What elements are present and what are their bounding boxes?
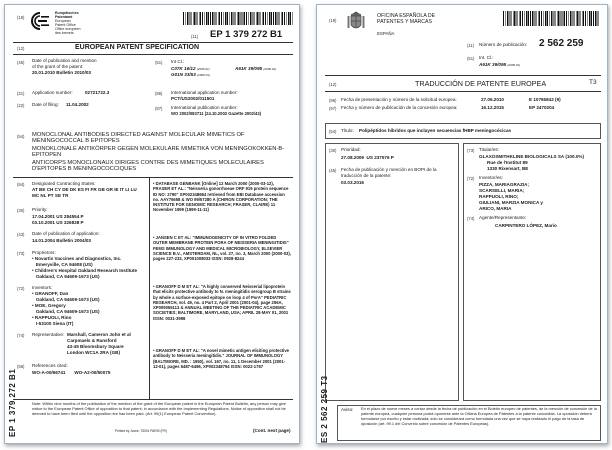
ep-intl-pub-label: International publication number: [171,105,238,110]
es-code-12: (12) [329,82,337,87]
es-document [316,4,608,444]
es-inventor-4: GIULIANI, MARZIA MONICA y [479,200,543,205]
ep-proprietor-1: • Novartis Vaccines and Diagnostics, Inc. [32,256,122,261]
ep-intcl-3: G01N 33/53 (2006.01) [171,72,210,77]
ep-title-en: MONOCLONAL ANTIBODIES DIRECTED AGAINST MOLECULAR MIMETICS OF MENINGOCOCCAL B EPITOPES [32,132,245,145]
es-holders-label: Titular/es: [479,147,499,152]
ep-representative-4: London WC1A 2RA (GB) [67,350,120,355]
ep-application-label: Application number: [32,90,73,95]
es-code-11: (11) [467,43,475,48]
ep-inventor-2-addr: Oakland, CA 94609-1673 (US) [32,309,100,314]
ep-priority-1: 17.04.2001 US 284554 P [32,214,84,219]
es-pub-number: 2 562 259 [539,38,584,49]
es-eu-grant-date: 16.12.2015 [481,105,504,110]
ep-code-51: (51) [155,60,163,65]
es-title-label: Título: [341,128,354,133]
ep-application-number: 02721722.3 [85,90,110,95]
es-eu-grant-number: EP 2470204 [529,105,555,110]
ep-spec-title: EUROPEAN PATENT SPECIFICATION [75,44,200,51]
ep-inventor-3: • RAPPUOLI, Rino [32,315,72,320]
ep-inventor-1-addr: Oakland, CA 94609-1673 (US) [32,297,100,302]
ep-code-45: (45) [17,60,25,65]
ep-code-12: (12) [17,46,25,51]
ep-code-84: (84) [17,182,25,187]
ep-representative-1: Marshall, Cameron John et al [67,332,131,337]
ep-side-number: EP 1 379 272 B1 [8,368,17,437]
es-eu-app-number: E 10765842 (9) [529,97,561,102]
es-inventor-5: ARICO, MARIA [479,206,512,211]
es-inventor-1: PIZZA, MARIAGRAZIA; [479,182,530,187]
ep-ref-2: • JANSEN C ET AL: "IMMUNOGENICITY OF IN VITRO FOLDED OUTER MEMBRANE PROTEIN PORA OF NEISSERIA MENINGITIDIS" FEMS IMMUNOLOGY AND MEDICAL MICROBIOLOGY, ELSEVIER SCIENCE B.V., AMSTERDAM, NL, vol. 27, no. 3, March 2000 (2000-03), pages 227-233, XP001008033 ISSN: 0928-8244 [153,235,291,262]
es-inventor-3: RAPPUOLI, RINO; [479,194,519,199]
ep-grant-date-label: Date of publication and mention of the grant of the patent: [32,58,97,69]
es-holder-1: GLAXOSMITHKLINE BIOLOGICALS SA (100.0%) [479,154,584,159]
ep-refs-patents: WO-A-00/66741 WO-A2-00/50075 [32,370,111,375]
ep-document [4,4,300,444]
es-code-96: (96) [329,98,337,103]
ep-code-87: (87) [155,106,163,111]
es-aviso-label: Aviso: [341,407,354,412]
ep-code-43: (43) [17,232,25,237]
es-office-name: OFICINA ESPAÑOLA DE PATENTES Y MARCAS [377,13,436,25]
ep-title-de: MONOKLONALE ANTIKÖRPER GEGEN MOLEKULARE MIMETIKA VON MENINGOKOKKEN-B-EPITOPEN [32,146,285,159]
es-eu-app-label: Fecha de presentación y número de la solicitud europea: [341,97,457,102]
ep-office-name: Europäisches Patentamt European Patent Office Office européen des brevets [55,11,81,35]
ep-opposition-note: Note: Within nine months of the publication of the mention of the grant of the European patent in the European Patent Bulletin, any person may give notice to the European Patent Office of opposition to that patent, in accordance with the Implementing Regulations. Notice of opposition shall not be deemed to have been filed until the opposition fee has been paid. (Art. 99(1) European Patent Convention). [32,401,286,416]
es-code-45: (45) [329,168,337,173]
es-intcl-value: A61K 39/095 (2006.01) [479,62,521,67]
ep-inventor-3-addr: I-53100 Siena (IT) [32,321,74,326]
ep-inventors-label: Inventors: [32,285,53,290]
es-side-number: ES 2 562 259 T3 [320,375,329,443]
es-barcode [503,11,599,26]
es-bopi-label: Fecha de publicación y mención en BOPI de la traducción de la patente: [341,167,437,178]
ep-app-pub-date: 14.01.2004 Bulletin 2004/03 [32,238,91,243]
ep-code-19: (19) [17,15,25,20]
ep-priority-label: Priority: [32,207,48,212]
es-priority-value: 27.08.2009 US 237576 P [341,155,394,160]
ep-proprietor-1-addr: Emeryville, CA 94608 (US) [32,262,93,267]
ep-continued: (Cont. next page) [253,428,291,433]
ep-grant-date: 20.01.2010 Bulletin 2010/03 [32,70,91,75]
ep-states-label: Designated Contracting States: [32,181,96,186]
epo-logo-icon [29,12,51,30]
es-code-19: (19) [329,18,337,23]
ep-intl-pub-number: WO 2002/083711 (24.10.2002 Gazette 2002/43) [171,111,262,116]
es-pub-number-label: Número de publicación: [479,42,528,47]
ep-app-pub-label: Date of publication of application: [32,231,100,236]
ep-intl-app-label: International application number: [171,90,238,95]
ep-intcl-1: C07K 16/12 (2006.01) [171,66,210,71]
ep-title-fr: ANTICORPS MONOCLONAUX DIRIGES CONTRE DES MIMETIQUES MOLECULAIRES D'EPITOPES B MENINGOCOCCIQUES [32,160,264,173]
ep-code-22: (22) [17,103,25,108]
ep-representative-2: Carpmaels & Ransford [67,338,117,343]
ep-code-11: (11) [191,34,199,39]
es-intcl-label: Int. Cl.: [479,55,494,60]
ep-code-21: (21) [17,91,25,96]
ep-inventor-2: • MOE, Gregory [32,303,66,308]
ep-states: AT BE CH CY DE DK ES FI FR GB GR IE IT LI LU MC NL PT SE TR [32,187,137,198]
ep-proprietor-2-addr: Oakland, CA 94609-1673 (US) [32,274,100,279]
es-code-51: (51) [467,56,475,61]
es-aviso-text: En el plazo de nueve meses a contar desde la fecha de publicación en el Boletín europeo de patentes, de la mención de concesión de la patente europea, cualquier persona podrá oponerse ante la Oficina Europea de Patentes a la patente concedida. La oposición deberá formularse por escrito y estar motivada; sólo se considerará como formulada una vez que se haya realizado el pago de la tasa de oposición (art. 99.1 del Convenio sobre concesión de Patentes Europeas). [361,406,597,426]
ep-code-56: (56) [17,364,25,369]
ep-inventor-1: • GRANOFF, Dan [32,291,69,296]
ep-refs-label: References cited: [32,363,68,368]
ep-intl-app-number: PCT/US2002/011501 [171,96,215,101]
es-code-54: (54) [329,129,337,134]
ep-code-72: (72) [17,286,25,291]
es-title-value: Polipéptidos híbridos que incluyen secuencias fHBP meningocócicas [359,128,512,133]
es-kind-code: T3 [589,79,597,86]
es-bopi-date: 03.03.2016 [341,180,364,185]
ep-intcl-2: A61K 39/095 (2006.01) [235,66,277,71]
spain-coat-of-arms-icon [347,11,365,33]
ep-representative-label: Representative: [32,332,65,337]
es-priority-label: Prioridad: [341,147,361,152]
es-inventor-2: SCARSELLI, MARIA; [479,188,525,193]
es-eu-app-date: 27.06.2010 [481,97,504,102]
es-agent-value: CARPINTERO LÓPEZ, Mario [495,223,557,228]
es-code-30: (30) [329,148,337,153]
es-holder-2: Rue de l'Institut 89 [487,160,528,165]
ep-ref-1: • DATABASE GENBANK [Online] 12 March 2000 (2000-03-12), FRASER ET AL.: "Neisseria gonorrhoeae ORF 919 protein sequence ID NO: 2790" XP002348684 retrieved from EBI Database accession no. AAY76658 & WO 99/57280 A (CHIRON CORPORATION; THE INSTITUTE FOR GENOMIC RESEARCH; FRASER, CLAIRE) 11 November 1999 (1999-11-11) [153,181,289,213]
ep-filing-label: Date of filing: [32,102,59,107]
ep-proprietor-2: • Children's Hospital Oakland Research Institute [32,268,138,273]
ep-ref-4: • GRANOFF D M ET AL: "A novel mimetic antigen eliciting protective antibody to Neisseria meningitidis." JOURNAL OF IMMUNOLOGY (BALTIMORE, MD. : 1950), vol. 167, no. 11, 1 December 2001 (2001-12-01), pages 6487-6496, XP002348794 ISSN: 0022-1767 [153,348,289,369]
ep-proprietors-label: Proprietors: [32,250,56,255]
ep-intcl-label: Int Cl.: [171,59,185,64]
es-eu-grant-label: Fecha y número de publicación de la concesión europea: [341,105,458,110]
ep-representative-3: 43-45 Bloomsbury Square [67,344,124,349]
ep-code-30: (30) [17,208,25,213]
ep-code-86: (86) [155,91,163,96]
es-country: ESPAÑA [377,31,395,36]
es-inventors-label: Inventor/es: [479,175,504,180]
es-doc-title: TRADUCCIÓN DE PATENTE EUROPEA [415,79,547,88]
ep-publication-number: EP 1 379 272 B1 [210,29,283,40]
es-code-74: (74) [467,216,475,221]
ep-ref-3: • GRANOFF D M ET AL: "A highly conserved Neisserial lipoprotein that elicits protective antibody to N. meningitidis serogroup B strains by whole a surface-exposed epitope on loop 4 of PorA" PEDIATRIC RESEARCH, vol. 49, no. 4 Part 2, April 2001 (2001-04), page 256A, XP009055113 & ANNUAL MEETING OF THE PEDIATRIC ACADEMIC SOCIETIES; BALTIMORE, MARYLAND, USA; APRIL 28-MAY 01, 2001 ISSN: 0031-3998 [153,284,291,321]
ep-code-73: (73) [17,251,25,256]
ep-code-74: (74) [17,333,25,338]
ep-barcode [183,12,293,25]
es-agent-label: Agente/Representante: [479,215,527,220]
ep-code-54: (54) [17,134,25,139]
es-code-72: (72) [467,176,475,181]
ep-filing-date: 11.04.2002 [66,102,89,107]
es-code-97: (97) [329,106,337,111]
es-holder-3: 1330 Rixensart, BE [487,166,529,171]
ep-printer: Printed by Jouve, 75001 PARIS (FR) [115,429,167,433]
ep-priority-2: 03.10.2001 US 326838 P [32,220,84,225]
es-code-73: (73) [467,148,475,153]
